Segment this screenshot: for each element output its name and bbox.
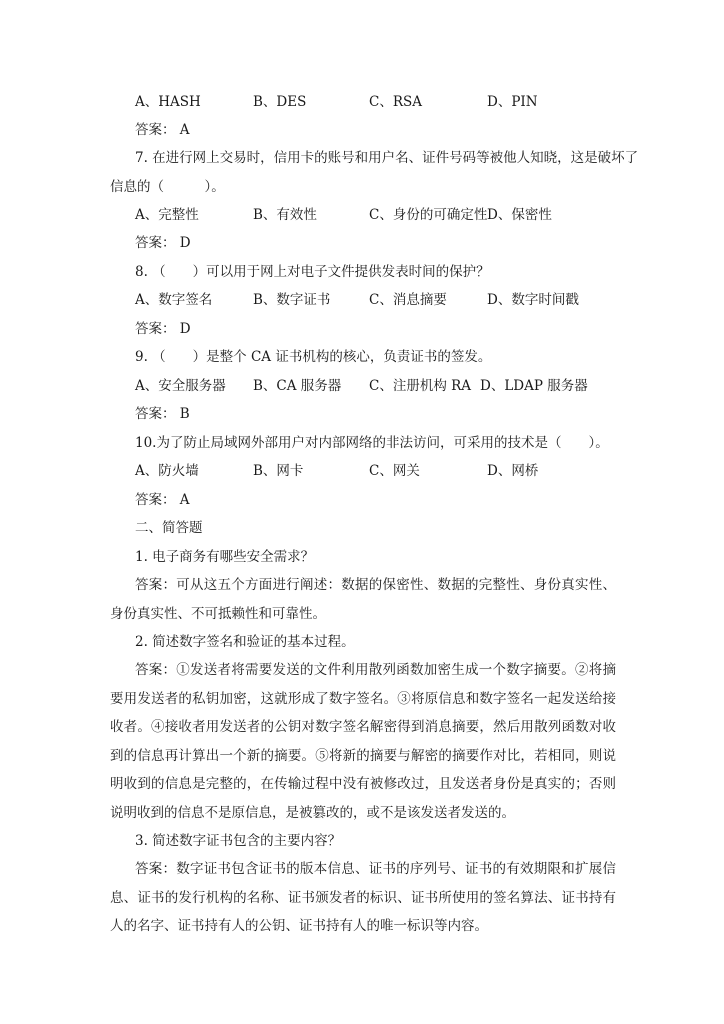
s3-answer: 答案：数字证书包含证书的版本信息、证书的序列号、证书的有效期限和扩展信息、证书的发行机构的名称、证书颁发者的标识、证书所使用的签名算法、证书持有人的名字、证书持有人的公钥、证书持有人的唯一标识等内容。 [110, 861, 616, 934]
q9-question: 9. （ ）是整个 CA 证书机构的核心，负责证书的签发。 [135, 349, 492, 365]
q10-answer: 答案： A [135, 492, 190, 508]
q9-option-a: A、安全服务器 [135, 378, 226, 394]
s3-question: 3. 简述数字证书包含的主要内容？ [135, 833, 342, 849]
q10-option-c: C、网关 [369, 463, 420, 479]
q10-question: 10.为了防止局域网外部用户对内部网络的非法访问，可采用的技术是（ ）。 [135, 435, 609, 451]
q6-option-a: A、HASH [135, 94, 201, 110]
q7-option-a: A、完整性 [135, 207, 199, 223]
q10-option-d: D、网桥 [487, 463, 539, 479]
q7-question-line2: 信息的（ ）。 [110, 179, 225, 195]
q7-option-d: D、保密性 [487, 207, 552, 223]
q7-question-line1: 7. 在进行网上交易时，信用卡的账号和用户名、证件号码等被他人知晓，这是破坏了 [135, 150, 639, 166]
q9-option-c: C、注册机构 RA [369, 378, 472, 394]
q9-answer: 答案： B [135, 406, 190, 422]
q9-option-d: D、LDAP 服务器 [480, 378, 588, 394]
q7-option-b: B、有效性 [253, 207, 317, 223]
q6-option-d: D、PIN [487, 94, 538, 110]
q7-option-c: C、身份的可确定性 [369, 207, 488, 223]
s2-answer: 答案：①发送者将需要发送的文件利用散列函数加密生成一个数字摘要。②将摘要用发送者的私钥加密，这就形成了数字签名。③将原信息和数字签名一起发送给接收者。④接收者用发送者的公钥对数字签名解密得到消息摘要，然后用散列函数对收到的信息再计算出一个新的摘要。⑤将新的摘要与解密的摘要作对比，若相同，则说明收到的信息是完整的，在传输过程中没有被修改过，且发送者身份是真实的；否则说明收到的信息不是原信息，是被篡改的，或不是该发送者发送的。 [110, 662, 616, 821]
q8-option-c: C、消息摘要 [369, 292, 447, 308]
section-title: 二、简答题 [135, 520, 203, 536]
q6-option-b: B、DES [253, 94, 307, 110]
s1-question: 1. 电子商务有哪些安全需求？ [135, 549, 315, 565]
q6-answer: 答案： A [135, 122, 190, 138]
q6-option-c: C、RSA [369, 94, 422, 110]
q10-option-a: A、防火墙 [135, 463, 199, 479]
q7-answer: 答案： D [135, 235, 191, 251]
s2-question: 2. 简述数字签名和验证的基本过程。 [135, 634, 355, 650]
q8-answer: 答案： D [135, 321, 191, 337]
q8-option-b: B、数字证书 [253, 292, 331, 308]
q9-option-b: B、CA 服务器 [253, 378, 342, 394]
q8-option-a: A、数字签名 [135, 292, 213, 308]
s1-answer: 答案：可从这五个方面进行阐述：数据的保密性、数据的完整性、身份真实性、身份真实性、不可抵赖性和可靠性。 [110, 577, 616, 622]
q8-question: 8. （ ）可以用于网上对电子文件提供发表时间的保护？ [135, 264, 490, 280]
q10-option-b: B、网卡 [253, 463, 304, 479]
q8-option-d: D、数字时间戳 [487, 292, 579, 308]
